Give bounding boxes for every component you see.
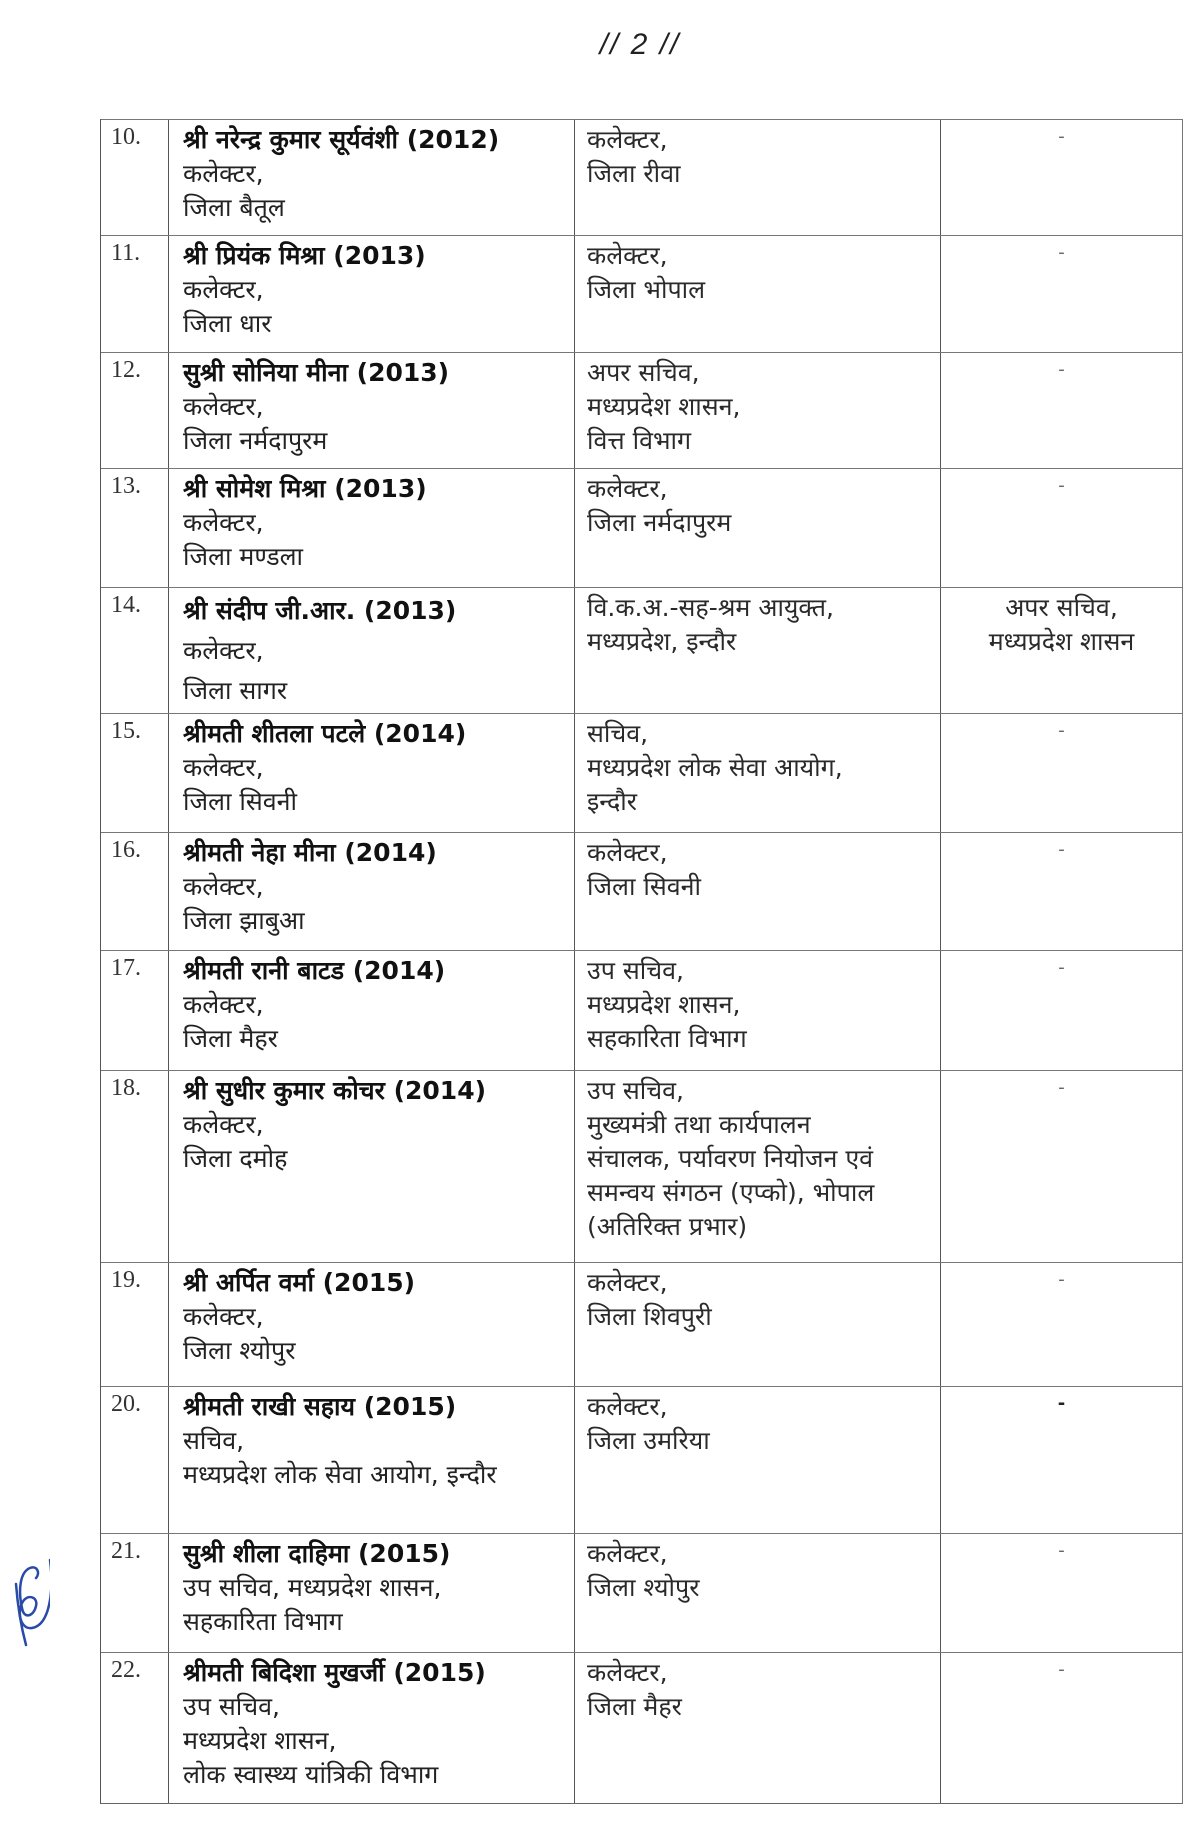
empty-dash: - bbox=[1058, 126, 1065, 147]
officer-name: श्री सुधीर कुमार कोचर (2014) bbox=[183, 1076, 487, 1105]
current-post-line: कलेक्टर, bbox=[183, 159, 264, 188]
new-posting bbox=[574, 1071, 940, 1262]
officer-name: श्रीमती नेहा मीना (2014) bbox=[183, 838, 437, 867]
current-post-line: जिला सागर bbox=[183, 676, 288, 705]
table-row bbox=[101, 832, 1182, 950]
officer-current-posting bbox=[168, 469, 574, 587]
officer-current-posting bbox=[168, 588, 574, 713]
table-row bbox=[101, 1070, 1182, 1262]
officer-name: श्रीमती शीतला पटले (2014) bbox=[183, 719, 467, 748]
current-post-line: कलेक्टर, bbox=[183, 636, 264, 665]
officer-name: श्रीमती रानी बाटड (2014) bbox=[183, 956, 446, 985]
page-number: // 2 // bbox=[599, 28, 681, 61]
officer-name: श्रीमती बिदिशा मुखर्जी (2015) bbox=[183, 1658, 486, 1687]
serial-number: 21. bbox=[111, 1538, 141, 1564]
new-posting bbox=[574, 1534, 940, 1652]
table-row bbox=[101, 587, 1182, 713]
table-row bbox=[101, 950, 1182, 1070]
additional-charge bbox=[940, 469, 1182, 587]
current-post-line: जिला झाबुआ bbox=[183, 906, 305, 935]
officer-current-posting bbox=[168, 1653, 574, 1803]
current-post-line: सचिव, bbox=[183, 1426, 245, 1455]
new-posting bbox=[574, 236, 940, 352]
officer-name: श्रीमती राखी सहाय (2015) bbox=[183, 1392, 457, 1421]
current-post-line: सहकारिता विभाग bbox=[183, 1607, 343, 1636]
new-post-line: जिला भोपाल bbox=[587, 275, 706, 304]
additional-charge bbox=[940, 1653, 1182, 1803]
current-post-line: मध्यप्रदेश लोक सेवा आयोग, इन्दौर bbox=[183, 1460, 497, 1489]
empty-dash: - bbox=[1058, 957, 1065, 978]
additional-charge bbox=[940, 1534, 1182, 1652]
new-posting bbox=[574, 353, 940, 468]
officer-current-posting bbox=[168, 714, 574, 832]
officer-current-posting bbox=[168, 353, 574, 468]
current-post-line: कलेक्टर, bbox=[183, 872, 264, 901]
officer-current-posting bbox=[168, 1534, 574, 1652]
new-post-line: जिला श्योपुर bbox=[587, 1573, 700, 1602]
officer-name: सुश्री सोनिया मीना (2013) bbox=[183, 358, 450, 387]
serial-number: 22. bbox=[111, 1657, 141, 1683]
serial-number: 16. bbox=[111, 837, 141, 863]
additional-charge bbox=[940, 1263, 1182, 1386]
new-post-line: कलेक्टर, bbox=[587, 1392, 668, 1421]
new-posting bbox=[574, 469, 940, 587]
new-posting bbox=[574, 1387, 940, 1533]
serial-number: 17. bbox=[111, 955, 141, 981]
empty-dash: - bbox=[1058, 359, 1065, 380]
new-posting bbox=[574, 951, 940, 1070]
empty-dash: - bbox=[1058, 839, 1065, 860]
current-post-line: जिला दमोह bbox=[183, 1144, 288, 1173]
officer-name: श्री प्रियंक मिश्रा (2013) bbox=[183, 241, 426, 270]
serial-number: 20. bbox=[111, 1391, 141, 1417]
new-post-line: कलेक्टर, bbox=[587, 474, 668, 503]
current-post-line: उप सचिव, मध्यप्रदेश शासन, bbox=[183, 1573, 442, 1602]
new-post-line: (अतिरिक्त प्रभार) bbox=[587, 1212, 748, 1241]
empty-dash: - bbox=[1058, 1269, 1065, 1290]
current-post-line: जिला धार bbox=[183, 309, 272, 338]
current-post-line: कलेक्टर, bbox=[183, 508, 264, 537]
table-row bbox=[101, 119, 1182, 235]
additional-charge bbox=[940, 833, 1182, 950]
new-post-line: इन्दौर bbox=[587, 787, 637, 816]
serial-number: 15. bbox=[111, 718, 141, 744]
empty-dash: - bbox=[1057, 1393, 1066, 1414]
current-post-line: कलेक्टर, bbox=[183, 275, 264, 304]
new-post-line: कलेक्टर, bbox=[587, 1658, 668, 1687]
additional-post-line: मध्यप्रदेश शासन bbox=[988, 627, 1135, 656]
new-posting bbox=[574, 1263, 940, 1386]
table-row bbox=[101, 1262, 1182, 1386]
new-post-line: उप सचिव, bbox=[587, 956, 684, 985]
new-post-line: संचालक, पर्यावरण नियोजन एवं bbox=[587, 1144, 874, 1173]
table-row bbox=[101, 1652, 1182, 1803]
empty-dash: - bbox=[1058, 1077, 1065, 1098]
officer-name: सुश्री शीला दाहिमा (2015) bbox=[183, 1539, 451, 1568]
empty-dash: - bbox=[1058, 720, 1065, 741]
serial-number: 19. bbox=[111, 1267, 141, 1293]
new-posting bbox=[574, 1653, 940, 1803]
new-post-line: वित्त विभाग bbox=[587, 426, 692, 455]
table-row bbox=[101, 235, 1182, 352]
new-posting bbox=[574, 833, 940, 950]
new-post-line: जिला सिवनी bbox=[587, 872, 702, 901]
empty-dash: - bbox=[1058, 475, 1065, 496]
new-post-line: मुख्यमंत्री तथा कार्यपालन bbox=[587, 1110, 811, 1139]
current-post-line: जिला श्योपुर bbox=[183, 1336, 296, 1365]
table-row bbox=[101, 713, 1182, 832]
new-post-line: अपर सचिव, bbox=[587, 358, 700, 387]
new-posting bbox=[574, 714, 940, 832]
new-post-line: कलेक्टर, bbox=[587, 125, 668, 154]
table-row bbox=[101, 1533, 1182, 1652]
new-posting bbox=[574, 120, 940, 235]
additional-charge bbox=[940, 236, 1182, 352]
additional-charge bbox=[940, 951, 1182, 1070]
current-post-line: कलेक्टर, bbox=[183, 1110, 264, 1139]
officer-name: श्री अर्पित वर्मा (2015) bbox=[183, 1268, 416, 1297]
serial-number: 11. bbox=[111, 240, 141, 266]
serial-number: 12. bbox=[111, 357, 141, 383]
new-posting bbox=[574, 588, 940, 713]
new-post-line: सचिव, bbox=[587, 719, 649, 748]
current-post-line: कलेक्टर, bbox=[183, 392, 264, 421]
new-post-line: कलेक्टर, bbox=[587, 241, 668, 270]
serial-number: 14. bbox=[111, 592, 141, 618]
new-post-line: मध्यप्रदेश शासन, bbox=[587, 990, 741, 1019]
new-post-line: जिला रीवा bbox=[587, 159, 681, 188]
additional-charge bbox=[940, 588, 1182, 713]
current-post-line: जिला सिवनी bbox=[183, 787, 298, 816]
serial-number: 13. bbox=[111, 473, 141, 499]
current-post-line: कलेक्टर, bbox=[183, 1302, 264, 1331]
current-post-line: कलेक्टर, bbox=[183, 753, 264, 782]
officer-name: श्री नरेन्द्र कुमार सूर्यवंशी (2012) bbox=[183, 125, 500, 154]
empty-dash: - bbox=[1058, 1659, 1065, 1680]
current-post-line: उप सचिव, bbox=[183, 1692, 280, 1721]
additional-charge bbox=[940, 353, 1182, 468]
transfer-order-table bbox=[100, 119, 1183, 1804]
new-post-line: वि.क.अ.-सह-श्रम आयुक्त, bbox=[587, 593, 834, 622]
serial-number: 10. bbox=[111, 124, 141, 150]
additional-charge bbox=[940, 1071, 1182, 1262]
new-post-line: समन्वय संगठन (एप्को), भोपाल bbox=[587, 1178, 875, 1207]
officer-current-posting bbox=[168, 833, 574, 950]
new-post-line: कलेक्टर, bbox=[587, 1539, 668, 1568]
new-post-line: कलेक्टर, bbox=[587, 838, 668, 867]
empty-dash: - bbox=[1058, 242, 1065, 263]
current-post-line: जिला बैतूल bbox=[183, 193, 285, 222]
new-post-line: कलेक्टर, bbox=[587, 1268, 668, 1297]
officer-current-posting bbox=[168, 120, 574, 235]
additional-charge bbox=[940, 1387, 1182, 1533]
officer-name: श्री संदीप जी.आर. (2013) bbox=[183, 596, 457, 625]
new-post-line: मध्यप्रदेश शासन, bbox=[587, 392, 741, 421]
new-post-line: मध्यप्रदेश, इन्दौर bbox=[587, 627, 737, 656]
officer-current-posting bbox=[168, 951, 574, 1070]
additional-charge bbox=[940, 714, 1182, 832]
additional-charge bbox=[940, 120, 1182, 235]
serial-number: 18. bbox=[111, 1075, 141, 1101]
current-post-line: कलेक्टर, bbox=[183, 990, 264, 1019]
new-post-line: जिला उमरिया bbox=[587, 1426, 710, 1455]
officer-current-posting bbox=[168, 236, 574, 352]
signature-icon bbox=[10, 1550, 50, 1650]
current-post-line: जिला नर्मदापुरम bbox=[183, 426, 328, 455]
new-post-line: जिला मैहर bbox=[587, 1692, 682, 1721]
officer-current-posting bbox=[168, 1263, 574, 1386]
new-post-line: उप सचिव, bbox=[587, 1076, 684, 1105]
officer-current-posting bbox=[168, 1387, 574, 1533]
table-row bbox=[101, 468, 1182, 587]
table-row bbox=[101, 1386, 1182, 1533]
new-post-line: जिला नर्मदापुरम bbox=[587, 508, 732, 537]
current-post-line: मध्यप्रदेश शासन, bbox=[183, 1726, 337, 1755]
new-post-line: सहकारिता विभाग bbox=[587, 1024, 747, 1053]
officer-name: श्री सोमेश मिश्रा (2013) bbox=[183, 474, 427, 503]
empty-dash: - bbox=[1058, 1540, 1065, 1561]
current-post-line: जिला मैहर bbox=[183, 1024, 278, 1053]
new-post-line: मध्यप्रदेश लोक सेवा आयोग, bbox=[587, 753, 843, 782]
table-row bbox=[101, 352, 1182, 468]
new-post-line: जिला शिवपुरी bbox=[587, 1302, 712, 1331]
additional-post-line: अपर सचिव, bbox=[1005, 593, 1118, 622]
current-post-line: जिला मण्डला bbox=[183, 542, 304, 571]
current-post-line: लोक स्वास्थ्य यांत्रिकी विभाग bbox=[183, 1760, 439, 1789]
officer-current-posting bbox=[168, 1071, 574, 1262]
